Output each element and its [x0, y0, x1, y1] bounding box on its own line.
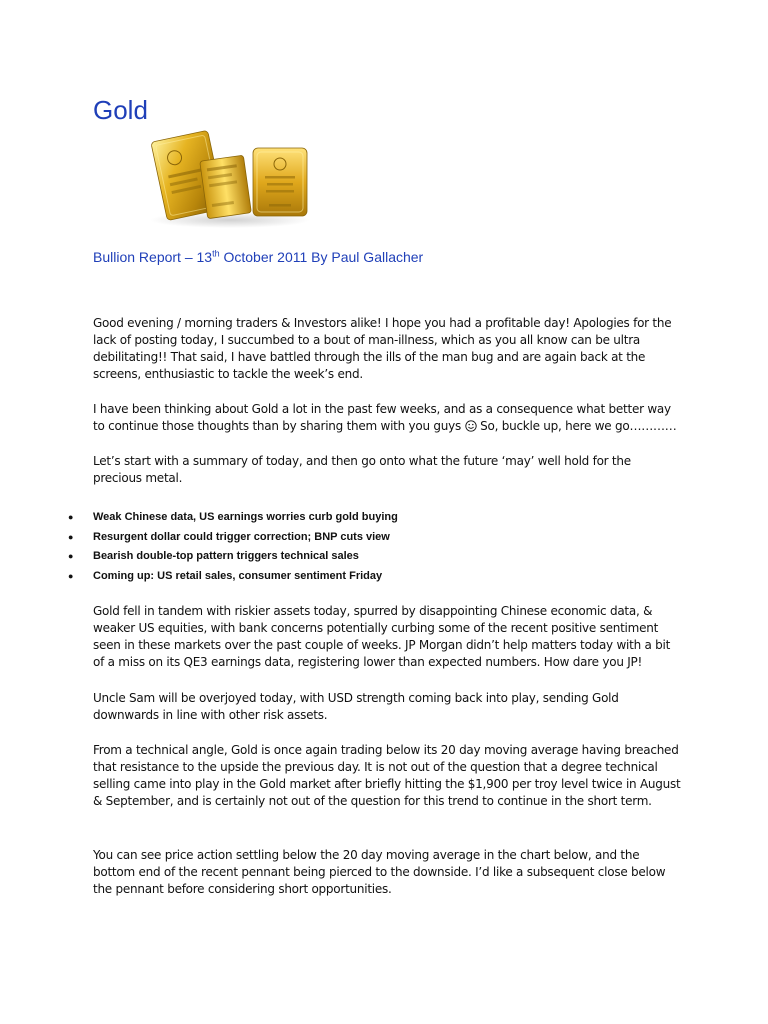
bullet-dot-icon: ●	[68, 551, 74, 561]
list-item	[66, 508, 398, 528]
subtitle-suffix: October 2011 By Paul Gallacher	[219, 249, 424, 265]
paragraph-gold-fell: Gold fell in tandem with riskier assets today, spurred by disappointing Chinese economic data, & weaker US equities, with bank concerns potentially curbing some of the recent positive sentiment seen in these markets over the past couple of weeks. JP Morgan didn’t help matters today with a bit of a miss on its QE3 earnings data, registering lower than expected numbers. How dare you JP!	[93, 604, 671, 669]
paragraph-uncle-sam: Uncle Sam will be overjoyed today, with USD strength coming back into play, sending Gold downwards in line with other risk assets.	[93, 691, 619, 722]
bullet-text: Resurgent dollar could trigger correction; BNP cuts view	[93, 530, 390, 543]
paragraph-summary-intro: Let’s start with a summary of today, and then go onto what the future ‘may’ well hold for the precious metal.	[93, 454, 631, 485]
paragraph-thoughts-text-end: So, buckle up, here we go…………	[476, 419, 677, 433]
bullet-dot-icon: ●	[68, 531, 74, 542]
list-item	[66, 528, 398, 548]
paragraph-price-action: You can see price action settling below the 20 day moving average in the chart below, and the bottom end of the recent pennant being pierced to the downside. I’d like a subsequent close below the pennant before considering short opportunities.	[93, 848, 666, 896]
page-title: Gold	[93, 95, 148, 125]
subtitle-ordinal-suffix: th	[212, 248, 220, 259]
list-item	[66, 547, 398, 567]
list-item	[66, 567, 398, 587]
paragraph-thoughts	[93, 401, 683, 435]
bullet-dot-icon: ●	[68, 570, 74, 581]
bullet-dot-icon: ●	[68, 512, 74, 522]
paragraph-intro: Good evening / morning traders & Investors alike! I hope you had a profitable day! Apologies for the lack of posting today, I succumbed to a bout of man-illness, which as you all know can be ultra debilitating!! That said, I have battled through the ills of the man bug and are again back at the screens, enthusiastic to tackle the week’s end.	[93, 316, 672, 381]
smiley-face-icon	[465, 420, 477, 432]
paragraph-thoughts-text-start: I have been thinking about Gold a lot in the past few weeks, and as a consequence what better way to continue those thoughts than by sharing them with you guys	[93, 402, 671, 433]
bullet-text: Coming up: US retail sales, consumer sentiment Friday	[93, 569, 383, 582]
report-subtitle	[93, 248, 423, 266]
bullet-text: Weak Chinese data, US earnings worries curb gold buying	[93, 511, 398, 523]
summary-bullet-list	[66, 508, 398, 586]
gold-bullion-bars-image	[145, 128, 315, 228]
subtitle-prefix: Bullion Report – 13	[93, 249, 213, 265]
bullet-text: Bearish double-top pattern triggers technical sales	[93, 550, 359, 562]
paragraph-technical-angle: From a technical angle, Gold is once again trading below its 20 day moving average having breached that resistance to the upside the previous day. It is not out of the question that a degree technical selling came into play in the Gold market after briefly hitting the $1,900 per troy level twice in August & September, and is certainly not out of the question for this trend to continue in the short term.	[93, 743, 681, 808]
